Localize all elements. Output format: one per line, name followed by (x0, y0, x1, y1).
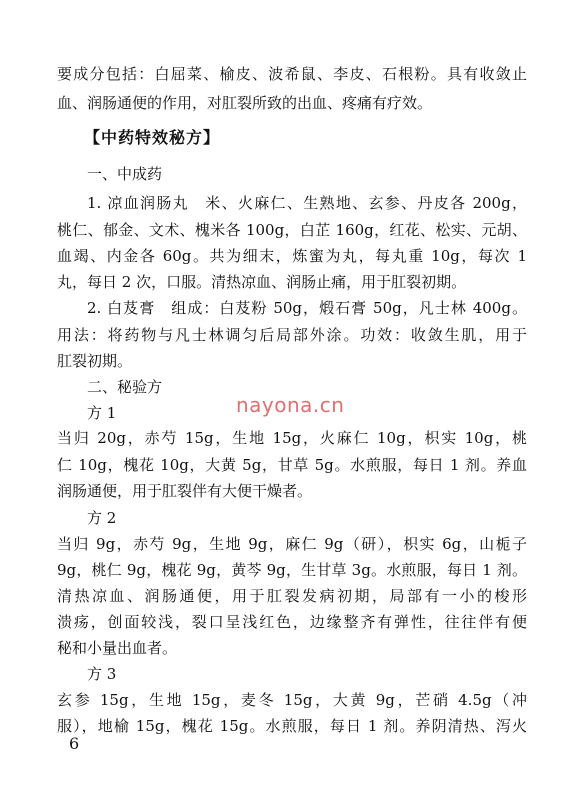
text-line-25: 服），地榆 15g，槐花 15g。水煎服，每日 1 剂。养阴清热、泻火 (57, 717, 527, 735)
section-heading: 【中药特效秘方】 (84, 128, 221, 147)
text-line-2: 血、润肠通便的作用，对肛裂所致的出血、疼痛有疗效。 (57, 94, 433, 112)
text-line-18: 当归 9g，赤芍 9g，生地 9g，麻仁 9g（研），枳实 6g，山栀子 (57, 535, 527, 553)
text-line-19: 9g，桃仁 9g，槐花 9g，黄芩 9g，生甘草 3g。水煎服，每日 1 剂。 (57, 561, 527, 579)
recipe-label-2: 方 2 (87, 509, 117, 527)
page-number: 6 (69, 734, 80, 753)
text-line-20: 清热凉血、润肠通便，用于肛裂发病初期，局部有一小的梭形 (57, 587, 527, 605)
subsection-heading-2: 二、秘验方 (87, 378, 163, 396)
text-line-16: 润肠通便，用于肛裂伴有大便干燥者。 (57, 482, 313, 500)
watermark: nayona.cn (236, 393, 345, 417)
text-line-11: 肛裂初期。 (57, 352, 133, 370)
recipe-label-1: 方 1 (87, 404, 117, 422)
text-line-22: 秘和小量出血者。 (57, 639, 178, 657)
text-line-5: 1. 凉血润肠丸 米、火麻仁、生熟地、玄参、丹皮各 200g， (87, 194, 527, 212)
text-line-1: 要成分包括：白屈菜、榆皮、波希鼠、李皮、石根粉。具有收敛止 (57, 65, 527, 83)
subsection-heading-1: 一、中成药 (87, 165, 163, 183)
text-line-21: 溃疡，创面较浅，裂口呈浅红色，边缘整齐有弹性，往往伴有便 (57, 613, 527, 631)
text-line-24: 玄参 15g，生地 15g，麦冬 15g，大黄 9g，芒硝 4.5g（冲 (57, 691, 527, 709)
text-line-10: 用法：将药物与凡士林调匀后局部外涂。功效：收敛生肌，用于 (57, 326, 527, 344)
text-line-6: 桃仁、郁金、文术、槐米各 100g，白芷 160g，红花、松实、元胡、 (57, 221, 527, 239)
text-line-14: 当归 20g，赤芍 15g，生地 15g，火麻仁 10g，枳实 10g，桃 (57, 429, 527, 447)
text-line-9: 2. 白芨膏 组成：白芨粉 50g，煅石膏 50g，凡士林 400g。 (87, 299, 527, 317)
text-line-7: 血竭、内金各 60g。共为细末，炼蜜为丸，每丸重 10g，每次 1 (57, 247, 527, 265)
recipe-label-3: 方 3 (87, 665, 117, 683)
text-line-8: 丸，每日 2 次，口服。清热凉血、润肠止痛，用于肛裂初期。 (57, 273, 467, 291)
text-line-15: 仁 10g，槐花 10g，大黄 5g，甘草 5g。水煎服，每日 1 剂。养血 (57, 456, 527, 474)
